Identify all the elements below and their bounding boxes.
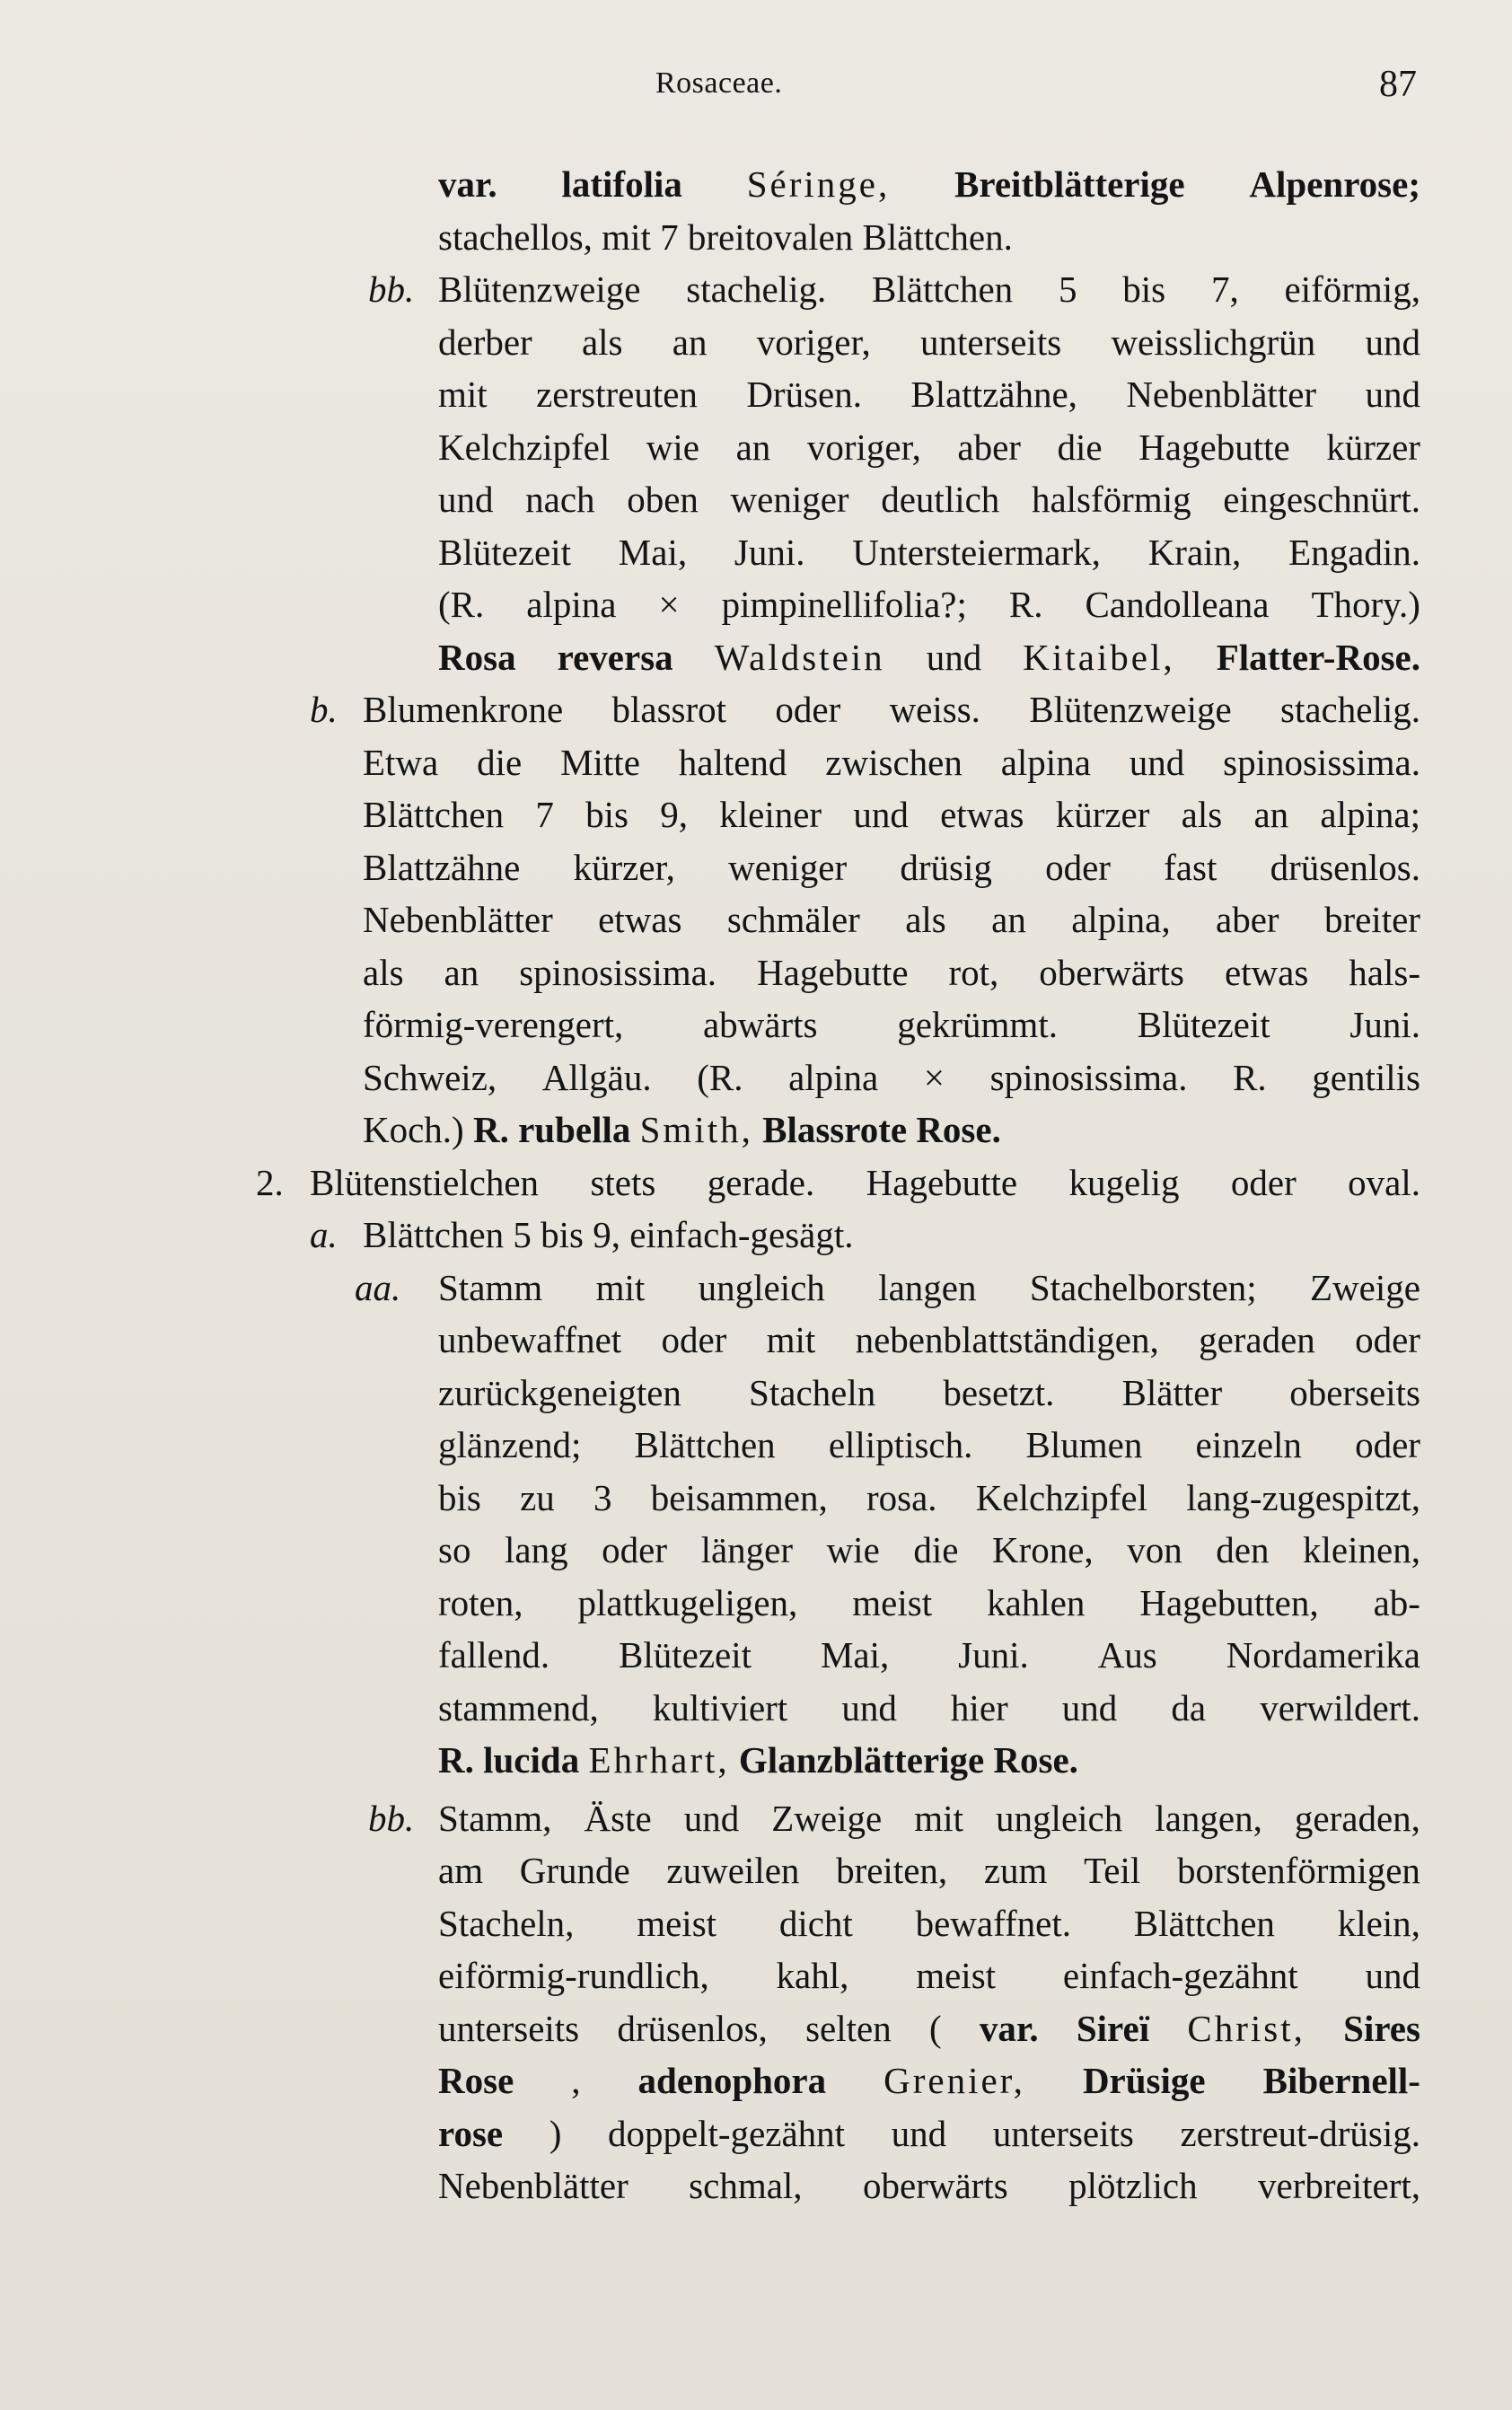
bold-term: Rose	[438, 2060, 514, 2101]
word: Blättchen	[1133, 1902, 1275, 1944]
word: wie	[826, 1529, 880, 1570]
word: Stachelborsten;	[1029, 1266, 1257, 1308]
word: Krone,	[991, 1529, 1094, 1570]
word: da	[1171, 1686, 1207, 1728]
word: Blütenstielchen	[310, 1161, 540, 1203]
word: oder	[1045, 846, 1111, 888]
word: fast	[1164, 846, 1218, 888]
word: länger	[700, 1529, 794, 1570]
text-line	[438, 1577, 1420, 1630]
word: Blütezeit	[1137, 1004, 1270, 1045]
bold-term: Flatter-Rose.	[1216, 636, 1420, 678]
word: unterseits	[920, 321, 1062, 363]
word: 7,	[1210, 268, 1239, 310]
text-line	[363, 736, 1420, 789]
text-line	[438, 1419, 1420, 1472]
word: bewaffnet.	[915, 1902, 1072, 1944]
word: Stamm,	[438, 1797, 552, 1839]
text-line	[438, 1314, 1420, 1367]
word	[730, 1734, 739, 1787]
word: Blattzähne	[363, 846, 521, 888]
word: einzeln	[1195, 1424, 1302, 1465]
word: Blättchen	[634, 1424, 776, 1465]
word: zuweilen	[666, 1850, 800, 1891]
word: kürzer	[1055, 794, 1150, 835]
bold-term: R. rubella	[472, 1109, 631, 1150]
word: stachelig.	[686, 268, 827, 310]
word: etwas	[1224, 951, 1309, 993]
word: Schweiz,	[363, 1056, 497, 1098]
word: oberwärts	[863, 2165, 1008, 2206]
word: ab-	[1373, 1581, 1420, 1623]
word: (R.	[697, 1056, 743, 1098]
word: Stacheln	[749, 1371, 876, 1413]
word: derber	[438, 321, 532, 363]
word: stets	[590, 1161, 656, 1203]
word: alpina	[788, 1056, 879, 1098]
word: lang-zugespitzt,	[1186, 1476, 1420, 1518]
word: eingeschnürt.	[1223, 479, 1420, 520]
word: unbewaffnet	[438, 1319, 622, 1360]
word: zwischen	[825, 741, 963, 783]
word: Allgäu.	[541, 1056, 652, 1098]
word: Blättchen	[363, 794, 505, 835]
word: kahl,	[776, 1955, 849, 1996]
word: drüsenlos,	[617, 2007, 768, 2049]
word: Stamm	[438, 1266, 543, 1308]
bold-term: Alpenrose;	[1249, 163, 1420, 205]
word: mit	[914, 1797, 963, 1839]
text-line	[363, 788, 1420, 841]
word: 3	[593, 1476, 612, 1518]
word: Etwa	[363, 741, 439, 783]
word: drüsig	[900, 846, 992, 888]
word: und	[1365, 1955, 1420, 1996]
word: zurückgeneigten	[438, 1371, 681, 1413]
text-line	[438, 1524, 1420, 1577]
word: den	[1216, 1529, 1270, 1570]
word: doppelt-gezähnt	[607, 2112, 846, 2154]
word: Aus	[1097, 1634, 1157, 1676]
word: roten,	[438, 1581, 523, 1623]
word: Krain,	[1147, 531, 1242, 573]
word: pimpinellifolia?;	[721, 584, 967, 625]
word: Blättchen 5 bis 9, einfach-gesägt.	[363, 1214, 854, 1255]
body-text	[0, 158, 1512, 2212]
text-line	[368, 263, 1420, 316]
word: kultiviert	[652, 1686, 788, 1728]
word: meist	[916, 1955, 997, 1996]
word: Thory.)	[1311, 584, 1420, 625]
text-line	[438, 1367, 1420, 1420]
bold-term: Sireï	[1076, 2007, 1150, 2049]
text-line	[438, 1897, 1420, 1950]
word: meist	[637, 1902, 717, 1944]
word: oberwärts	[1039, 951, 1184, 993]
word: (	[928, 2007, 942, 2049]
word: 5	[1058, 268, 1077, 310]
item-marker: bb.	[368, 1797, 415, 1839]
text-line	[355, 1262, 1420, 1315]
word: stachelig.	[1280, 689, 1420, 730]
word: breiten,	[836, 1850, 948, 1891]
word: gentilis	[1312, 1056, 1420, 1098]
bold-term: Sires	[1343, 2007, 1420, 2049]
word: drüsenlos.	[1270, 846, 1420, 888]
item-marker: aa.	[355, 1266, 401, 1308]
text-line	[438, 316, 1420, 369]
word: aber	[957, 426, 1021, 468]
word: und	[1061, 1686, 1118, 1728]
word: Blumenkrone	[363, 689, 564, 730]
running-title: Rosaceae.	[655, 66, 783, 100]
word: (R.	[438, 584, 485, 625]
text-line	[438, 1844, 1420, 1897]
word: mit	[766, 1319, 816, 1360]
word: 9,	[660, 794, 688, 835]
word: bis	[438, 1476, 481, 1518]
word: Grunde	[519, 1850, 630, 1891]
word: kugelig	[1068, 1161, 1180, 1203]
item-marker: bb.	[368, 268, 415, 310]
word: Hagebutte	[757, 951, 909, 993]
word: blassrot	[611, 689, 727, 730]
word: elliptisch.	[828, 1424, 973, 1465]
page-number: 87	[1379, 64, 1417, 105]
bold-term: Breitblätterige	[954, 163, 1185, 205]
word: Séringe,	[746, 163, 891, 205]
word: an	[672, 321, 708, 363]
word: kürzer	[1326, 426, 1420, 468]
text-line	[438, 473, 1420, 526]
bold-term: Blassrote Rose.	[762, 1109, 1001, 1150]
word: alpina	[526, 584, 617, 625]
text-line	[310, 1209, 1420, 1262]
word: die	[477, 741, 523, 783]
text-line	[438, 2159, 1420, 2212]
word: verwildert.	[1260, 1686, 1420, 1728]
word: bis	[1122, 268, 1166, 310]
word: Blütezeit	[438, 531, 572, 573]
word: eiförmig-rundlich,	[438, 1955, 709, 1996]
word: an	[1253, 794, 1289, 835]
word: besetzt.	[943, 1371, 1055, 1413]
word: etwas	[940, 794, 1024, 835]
bold-term: Glanzblätterige Rose.	[738, 1739, 1078, 1781]
word: Teil	[1084, 1850, 1141, 1891]
word: klein,	[1337, 1902, 1420, 1944]
word: ,	[571, 2060, 581, 2101]
word: Nebenblätter	[363, 899, 553, 940]
page-header	[0, 63, 1512, 113]
word: 7	[535, 794, 554, 835]
word: am	[438, 1850, 484, 1891]
item-marker: b.	[310, 689, 338, 730]
word: kleiner	[719, 794, 822, 835]
text-line	[256, 1157, 1420, 1209]
word: verbreitert,	[1258, 2165, 1420, 2206]
word: Juni.	[1349, 1004, 1420, 1045]
word: Engadin.	[1288, 531, 1420, 573]
text-line	[368, 1792, 1420, 1845]
word: die	[1057, 426, 1103, 468]
word: alpina	[1000, 741, 1091, 783]
word: rot,	[948, 951, 999, 993]
word: ×	[658, 584, 680, 625]
word: Äste	[584, 1797, 652, 1839]
word: gekrümmt.	[897, 1004, 1058, 1045]
word: Zweige	[771, 1797, 883, 1839]
word: Grenier,	[883, 2060, 1025, 2101]
bold-term: adenophora	[637, 2060, 827, 2101]
word: meist	[852, 1581, 933, 1623]
word: kürzer,	[573, 846, 675, 888]
text-line	[438, 2107, 1420, 2160]
text-line	[363, 998, 1420, 1051]
word: Blumen	[1025, 1424, 1143, 1465]
word: etwas	[598, 899, 682, 940]
word: und	[1365, 374, 1420, 415]
word: Zweige	[1310, 1266, 1420, 1308]
word: aber	[1216, 899, 1279, 940]
word: Nebenblätter	[438, 2165, 629, 2206]
word: Mitte	[560, 741, 640, 783]
word: und	[683, 1797, 740, 1839]
word: ungleich	[698, 1266, 825, 1308]
word: zum	[983, 1850, 1048, 1891]
text-line	[363, 841, 1420, 894]
word: als	[905, 899, 946, 940]
word: Drüsen.	[746, 374, 862, 415]
item-marker: 2.	[256, 1161, 284, 1203]
word: Koch.)	[363, 1109, 473, 1150]
text-line	[438, 211, 1420, 264]
word: alpina;	[1320, 794, 1420, 835]
word: kleinen,	[1303, 1529, 1420, 1570]
text-line	[438, 1949, 1420, 2002]
word: mit	[595, 1266, 646, 1308]
text-line	[363, 946, 1420, 999]
text-line	[438, 578, 1420, 631]
word: spinosissima.	[1223, 741, 1420, 783]
word: Nebenblätter	[1126, 374, 1317, 415]
word: so	[438, 1529, 471, 1570]
word: und	[926, 636, 982, 678]
word: Mai,	[618, 531, 688, 573]
word: Hagebutte	[1138, 426, 1290, 468]
word: Nordamerika	[1226, 1634, 1420, 1676]
word: weisslichgrün	[1111, 321, 1316, 363]
word: plattkugeligen,	[577, 1581, 798, 1623]
word: R.	[1233, 1056, 1267, 1098]
text-line	[438, 2002, 1420, 2055]
word: lang	[505, 1529, 568, 1570]
word: oder	[602, 1529, 668, 1570]
text-line	[438, 631, 1420, 684]
word: Blütenzweige	[1029, 689, 1232, 730]
text-line	[363, 893, 1420, 946]
word: Kelchzipfel	[438, 426, 611, 468]
word	[753, 1104, 762, 1157]
word: oder	[1230, 1161, 1297, 1203]
word: an	[991, 899, 1026, 940]
word: spinosissima.	[519, 951, 717, 993]
word: )	[549, 2112, 562, 2154]
word: Christ,	[1187, 2007, 1305, 2049]
word: als	[581, 321, 623, 363]
bold-term: rose	[438, 2112, 504, 2154]
word: oben	[627, 479, 699, 520]
word: Untersteiermark,	[852, 531, 1101, 573]
word: oval.	[1348, 1161, 1420, 1203]
word: wie	[646, 426, 699, 468]
text-line	[438, 158, 1420, 211]
word: die	[913, 1529, 959, 1570]
word: beisammen,	[650, 1476, 828, 1518]
bold-term: Bibernell-	[1262, 2060, 1420, 2101]
word: alpina,	[1071, 899, 1171, 940]
word: einfach-gezähnt	[1062, 1955, 1298, 1996]
word: hier	[950, 1686, 1008, 1728]
word: mit	[438, 374, 488, 415]
text-line	[363, 1104, 1420, 1157]
word: deutlich	[881, 479, 1000, 520]
word: schmäler	[726, 899, 860, 940]
word: Hagebutte	[866, 1161, 1018, 1203]
bold-term: reversa	[557, 636, 673, 678]
word: schmal,	[689, 2165, 803, 2206]
word: zerstreut-drüsig.	[1180, 2112, 1420, 2154]
word: von	[1127, 1529, 1182, 1570]
word: unterseits	[992, 2112, 1134, 2154]
word: weiss.	[889, 689, 980, 730]
bold-term: latifolia	[561, 163, 682, 205]
word: Juni.	[734, 531, 805, 573]
word: spinosissima.	[989, 1056, 1188, 1098]
text-line	[438, 2054, 1420, 2107]
word: geraden,	[1294, 1797, 1420, 1839]
word: Ehrhart,	[588, 1739, 730, 1781]
word: borstenförmigen	[1176, 1850, 1420, 1891]
word: an	[444, 951, 479, 993]
word: oder	[1355, 1319, 1420, 1360]
word: hals-	[1349, 951, 1420, 993]
text-line	[310, 683, 1420, 736]
word: Smith,	[639, 1109, 753, 1150]
bold-term: var.	[438, 163, 497, 205]
text-line	[363, 1051, 1420, 1104]
word: Hagebutten,	[1139, 1581, 1319, 1623]
word: an	[735, 426, 771, 468]
word: kahlen	[987, 1581, 1086, 1623]
word: plötzlich	[1068, 2165, 1198, 2206]
word: stachellos, mit 7 breitovalen Blättchen.	[438, 215, 1013, 258]
word: fallend.	[438, 1634, 550, 1676]
word: langen,	[1155, 1797, 1262, 1839]
bold-term: var.	[979, 2007, 1039, 2049]
word: Stacheln,	[438, 1902, 575, 1944]
text-line	[438, 421, 1420, 474]
word: Waldstein	[714, 636, 885, 678]
bold-term: Rosa	[438, 636, 516, 678]
word: geraden	[1199, 1319, 1315, 1360]
word: Kitaibel,	[1023, 636, 1175, 678]
word: Blütenzweige	[438, 268, 641, 310]
word: oder	[661, 1319, 727, 1360]
word: als	[1181, 794, 1223, 835]
word: oder	[1355, 1424, 1420, 1465]
word: als	[363, 951, 404, 993]
word	[630, 1104, 639, 1157]
word: glänzend;	[438, 1424, 582, 1465]
word: abwärts	[702, 1004, 818, 1045]
word: halsförmig	[1031, 479, 1191, 520]
item-marker: a.	[310, 1214, 338, 1255]
word: stammend,	[438, 1686, 599, 1728]
word: rosa.	[866, 1476, 937, 1518]
word: voriger,	[806, 426, 921, 468]
word: förmig-verengert,	[363, 1004, 624, 1045]
word: Mai,	[820, 1634, 890, 1676]
text-line	[438, 526, 1420, 579]
word: Kelchzipfel	[975, 1476, 1148, 1518]
text-line	[438, 1629, 1420, 1682]
word: gerade.	[707, 1161, 815, 1203]
word: und	[841, 1686, 897, 1728]
word: oder	[775, 689, 841, 730]
word: eiförmig,	[1284, 268, 1420, 310]
word: Blattzähne,	[910, 374, 1077, 415]
word: breiter	[1323, 899, 1420, 940]
word: ×	[923, 1056, 945, 1098]
word: Blättchen	[872, 268, 1014, 310]
bold-term: R. lucida	[438, 1739, 580, 1781]
word: Blütezeit	[619, 1634, 752, 1676]
word: weniger	[728, 846, 848, 888]
word: selten	[805, 2007, 892, 2049]
word: voriger,	[756, 321, 871, 363]
word: ungleich	[996, 1797, 1123, 1839]
word: nach	[525, 479, 595, 520]
word: dicht	[778, 1902, 853, 1944]
word: haltend	[678, 741, 787, 783]
word: und	[438, 479, 494, 520]
word: langen	[878, 1266, 977, 1308]
text-line	[438, 1682, 1420, 1735]
word: zu	[520, 1476, 555, 1518]
text-line	[438, 1472, 1420, 1525]
word: weniger	[730, 479, 849, 520]
word: oberseits	[1289, 1371, 1420, 1413]
word: bis	[585, 794, 629, 835]
word: und	[1129, 741, 1185, 783]
word: Juni.	[958, 1634, 1029, 1676]
bold-term: Drüsige	[1082, 2060, 1206, 2101]
word: Blätter	[1121, 1371, 1223, 1413]
word: und	[891, 2112, 947, 2154]
word: zerstreuten	[536, 374, 698, 415]
text-line	[438, 368, 1420, 421]
word: nebenblattständigen,	[855, 1319, 1159, 1360]
word: und	[1365, 321, 1420, 363]
text-line	[438, 1734, 1420, 1787]
word	[579, 1734, 588, 1787]
word: Candolleana	[1085, 584, 1270, 625]
word: R.	[1008, 584, 1043, 625]
word: unterseits	[438, 2007, 580, 2049]
word: und	[853, 794, 909, 835]
